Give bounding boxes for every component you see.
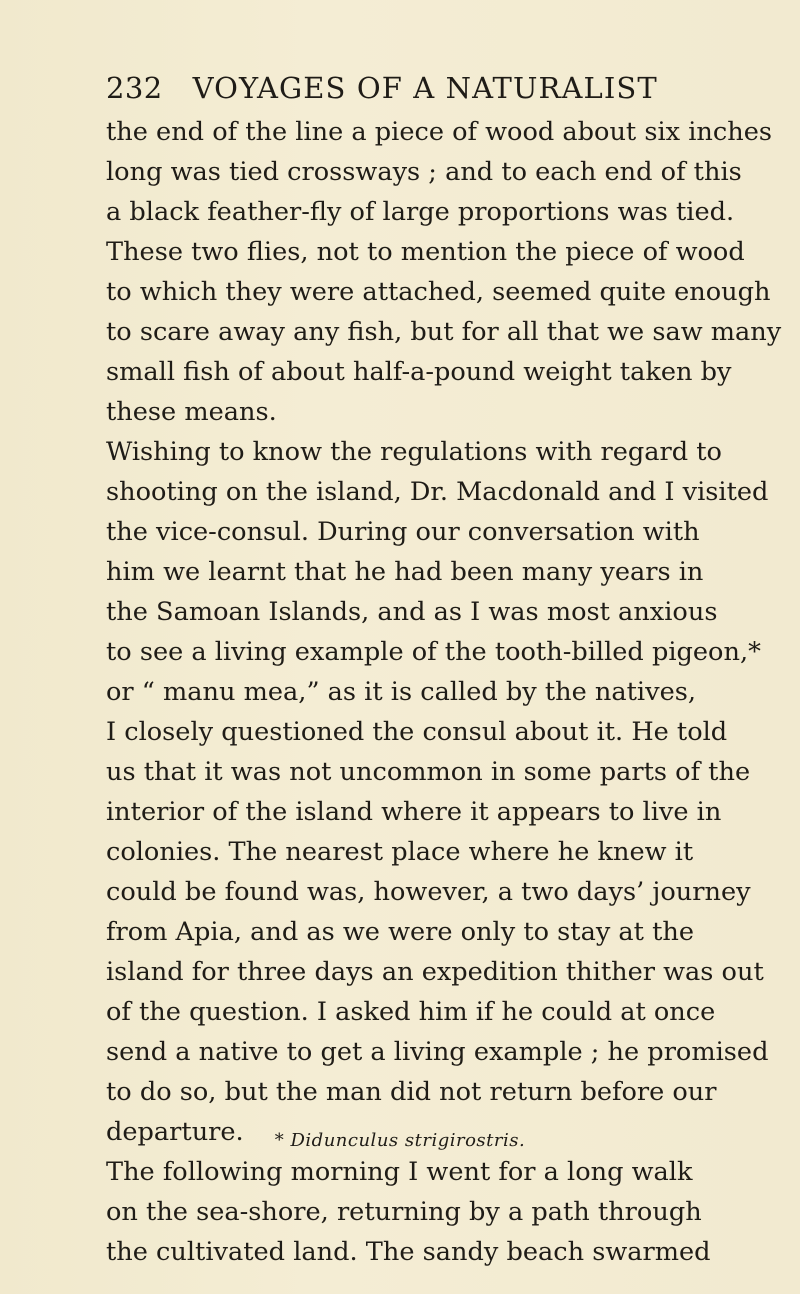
text-line: the vice-consul. During our conversation with xyxy=(106,517,700,547)
running-title: VOYAGES OF A NATURALIST xyxy=(192,71,658,105)
body-text xyxy=(106,112,782,1272)
footnote: * Didunculus strigirostris. xyxy=(274,1130,526,1151)
text-line: a black feather-fly of large proportions was tied. xyxy=(106,197,735,227)
text-line: These two flies, not to mention the piece of wood xyxy=(106,237,745,267)
text-line: on the sea-shore, returning by a path through xyxy=(106,1197,702,1227)
text-line: the end of the line a piece of wood about six inches xyxy=(106,117,772,147)
text-line: Wishing to know the regulations with regard to xyxy=(106,437,722,467)
page-number: 232 xyxy=(106,71,163,105)
text-line: the Samoan Islands, and as I was most anxious xyxy=(106,597,718,627)
text-line: these means. xyxy=(106,397,277,427)
text-line: him we learnt that he had been many years in xyxy=(106,557,704,587)
text-line: or “ manu mea,” as it is called by the natives, xyxy=(106,677,696,707)
text-line: small fish of about half-a-pound weight taken by xyxy=(106,357,732,387)
text-line: of the question. I asked him if he could at once xyxy=(106,997,716,1027)
text-line: from Apia, and as we were only to stay at the xyxy=(106,917,695,947)
text-line: shooting on the island, Dr. Macdonald and I visited xyxy=(106,477,769,507)
running-header xyxy=(106,68,666,108)
text-line: the cultivated land. The sandy beach swarmed xyxy=(106,1237,711,1267)
text-line: departure. xyxy=(106,1117,244,1147)
text-line: I closely questioned the consul about it. He told xyxy=(106,717,728,747)
text-line: send a native to get a living example ; he promised xyxy=(106,1037,769,1067)
text-line: long was tied crossways ; and to each end of this xyxy=(106,157,742,187)
text-line: to which they were attached, seemed quite enough xyxy=(106,277,771,307)
text-line: colonies. The nearest place where he knew it xyxy=(106,837,694,867)
text-line: to see a living example of the tooth-billed pigeon,* xyxy=(106,637,761,667)
text-line: could be found was, however, a two days’ journey xyxy=(106,877,751,907)
text-line: to do so, but the man did not return before our xyxy=(106,1077,717,1107)
text-line: island for three days an expedition thither was out xyxy=(106,957,764,987)
text-line: us that it was not uncommon in some parts of the xyxy=(106,757,751,787)
text-line: interior of the island where it appears to live in xyxy=(106,797,722,827)
text-line: The following morning I went for a long walk xyxy=(106,1157,693,1187)
text-line: to scare away any fish, but for all that we saw many xyxy=(106,317,782,347)
